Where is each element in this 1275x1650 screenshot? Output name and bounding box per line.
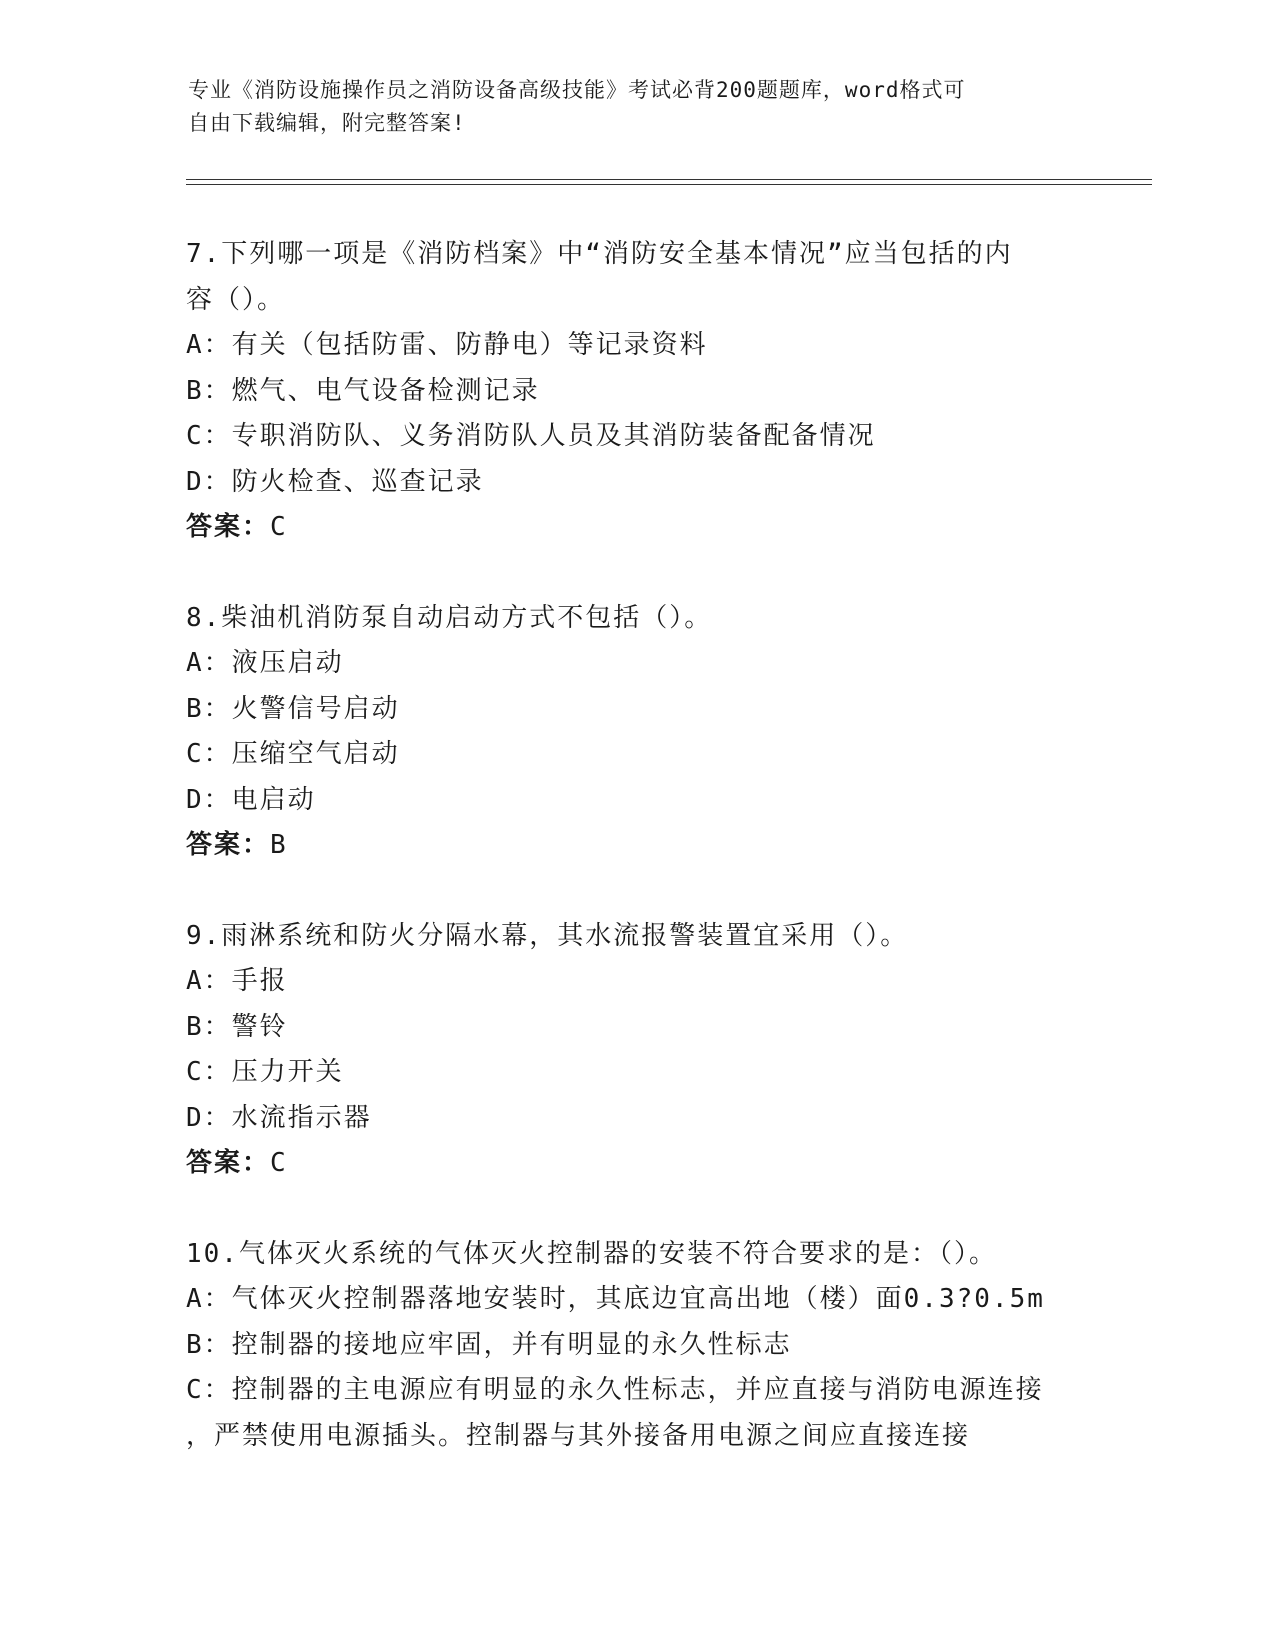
question-stem-continued: 容（）。 xyxy=(186,284,286,315)
option-d: D：防火检查、巡查记录 xyxy=(186,466,484,497)
option-a: A：液压启动 xyxy=(186,648,344,678)
answer-label: 答案： xyxy=(186,830,271,860)
answer-label: 答案： xyxy=(186,1148,271,1178)
option-b: B：燃气、电气设备检测记录 xyxy=(186,375,540,406)
option-a: A：有关（包括防雷、防静电）等记录资料 xyxy=(186,330,708,360)
option-b: B：警铃 xyxy=(186,1011,288,1042)
question-stem: 9.雨淋系统和防火分隔水幕，其水流报警装置宜采用（）。 xyxy=(186,920,909,951)
answer-line xyxy=(186,505,1086,551)
header-divider-bottom xyxy=(186,184,1152,185)
header-divider-top xyxy=(186,179,1152,180)
option-b: B：控制器的接地应牢固，并有明显的永久性标志 xyxy=(186,1329,792,1360)
question-10 xyxy=(186,1232,1086,1460)
answer-label: 答案： xyxy=(186,512,271,542)
answer-line xyxy=(186,823,1086,869)
option-d: D：电启动 xyxy=(186,784,316,815)
option-a: A：气体灭火控制器落地安装时，其底边宜高出地（楼）面0.3?0.5m xyxy=(186,1284,1045,1314)
option-d: D：水流指示器 xyxy=(186,1102,372,1133)
answer-value: C xyxy=(270,1148,288,1178)
option-c-continued: ，严禁使用电源插头。控制器与其外接备用电源之间应直接连接 xyxy=(186,1420,971,1451)
question-stem: 10.气体灭火系统的气体灭火控制器的安装不符合要求的是：（）。 xyxy=(186,1238,997,1269)
answer-value: B xyxy=(270,830,288,860)
option-c: C：压缩空气启动 xyxy=(186,739,400,769)
option-c: C：专职消防队、义务消防队人员及其消防装备配备情况 xyxy=(186,421,876,451)
option-a: A：手报 xyxy=(186,966,288,996)
option-c: C：压力开关 xyxy=(186,1057,344,1087)
answer-line xyxy=(186,1141,1086,1187)
option-c: C：控制器的主电源应有明显的永久性标志，并应直接与消防电源连接 xyxy=(186,1375,1044,1405)
question-9 xyxy=(186,914,1086,1187)
question-stem: 7.下列哪一项是《消防档案》中“消防安全基本情况”应当包括的内 xyxy=(186,239,1013,269)
question-8 xyxy=(186,596,1086,869)
answer-value: C xyxy=(270,512,288,542)
option-b: B：火警信号启动 xyxy=(186,693,400,724)
question-stem: 8.柴油机消防泵自动启动方式不包括（）。 xyxy=(186,602,713,633)
header-line-1: 专业《消防设施操作员之消防设备高级技能》考试必背200题题库，word格式可 xyxy=(188,78,966,102)
document-header xyxy=(188,74,1068,140)
header-line-2: 自由下载编辑，附完整答案! xyxy=(188,111,466,135)
question-7 xyxy=(186,232,1086,551)
question-list xyxy=(186,232,1086,1504)
